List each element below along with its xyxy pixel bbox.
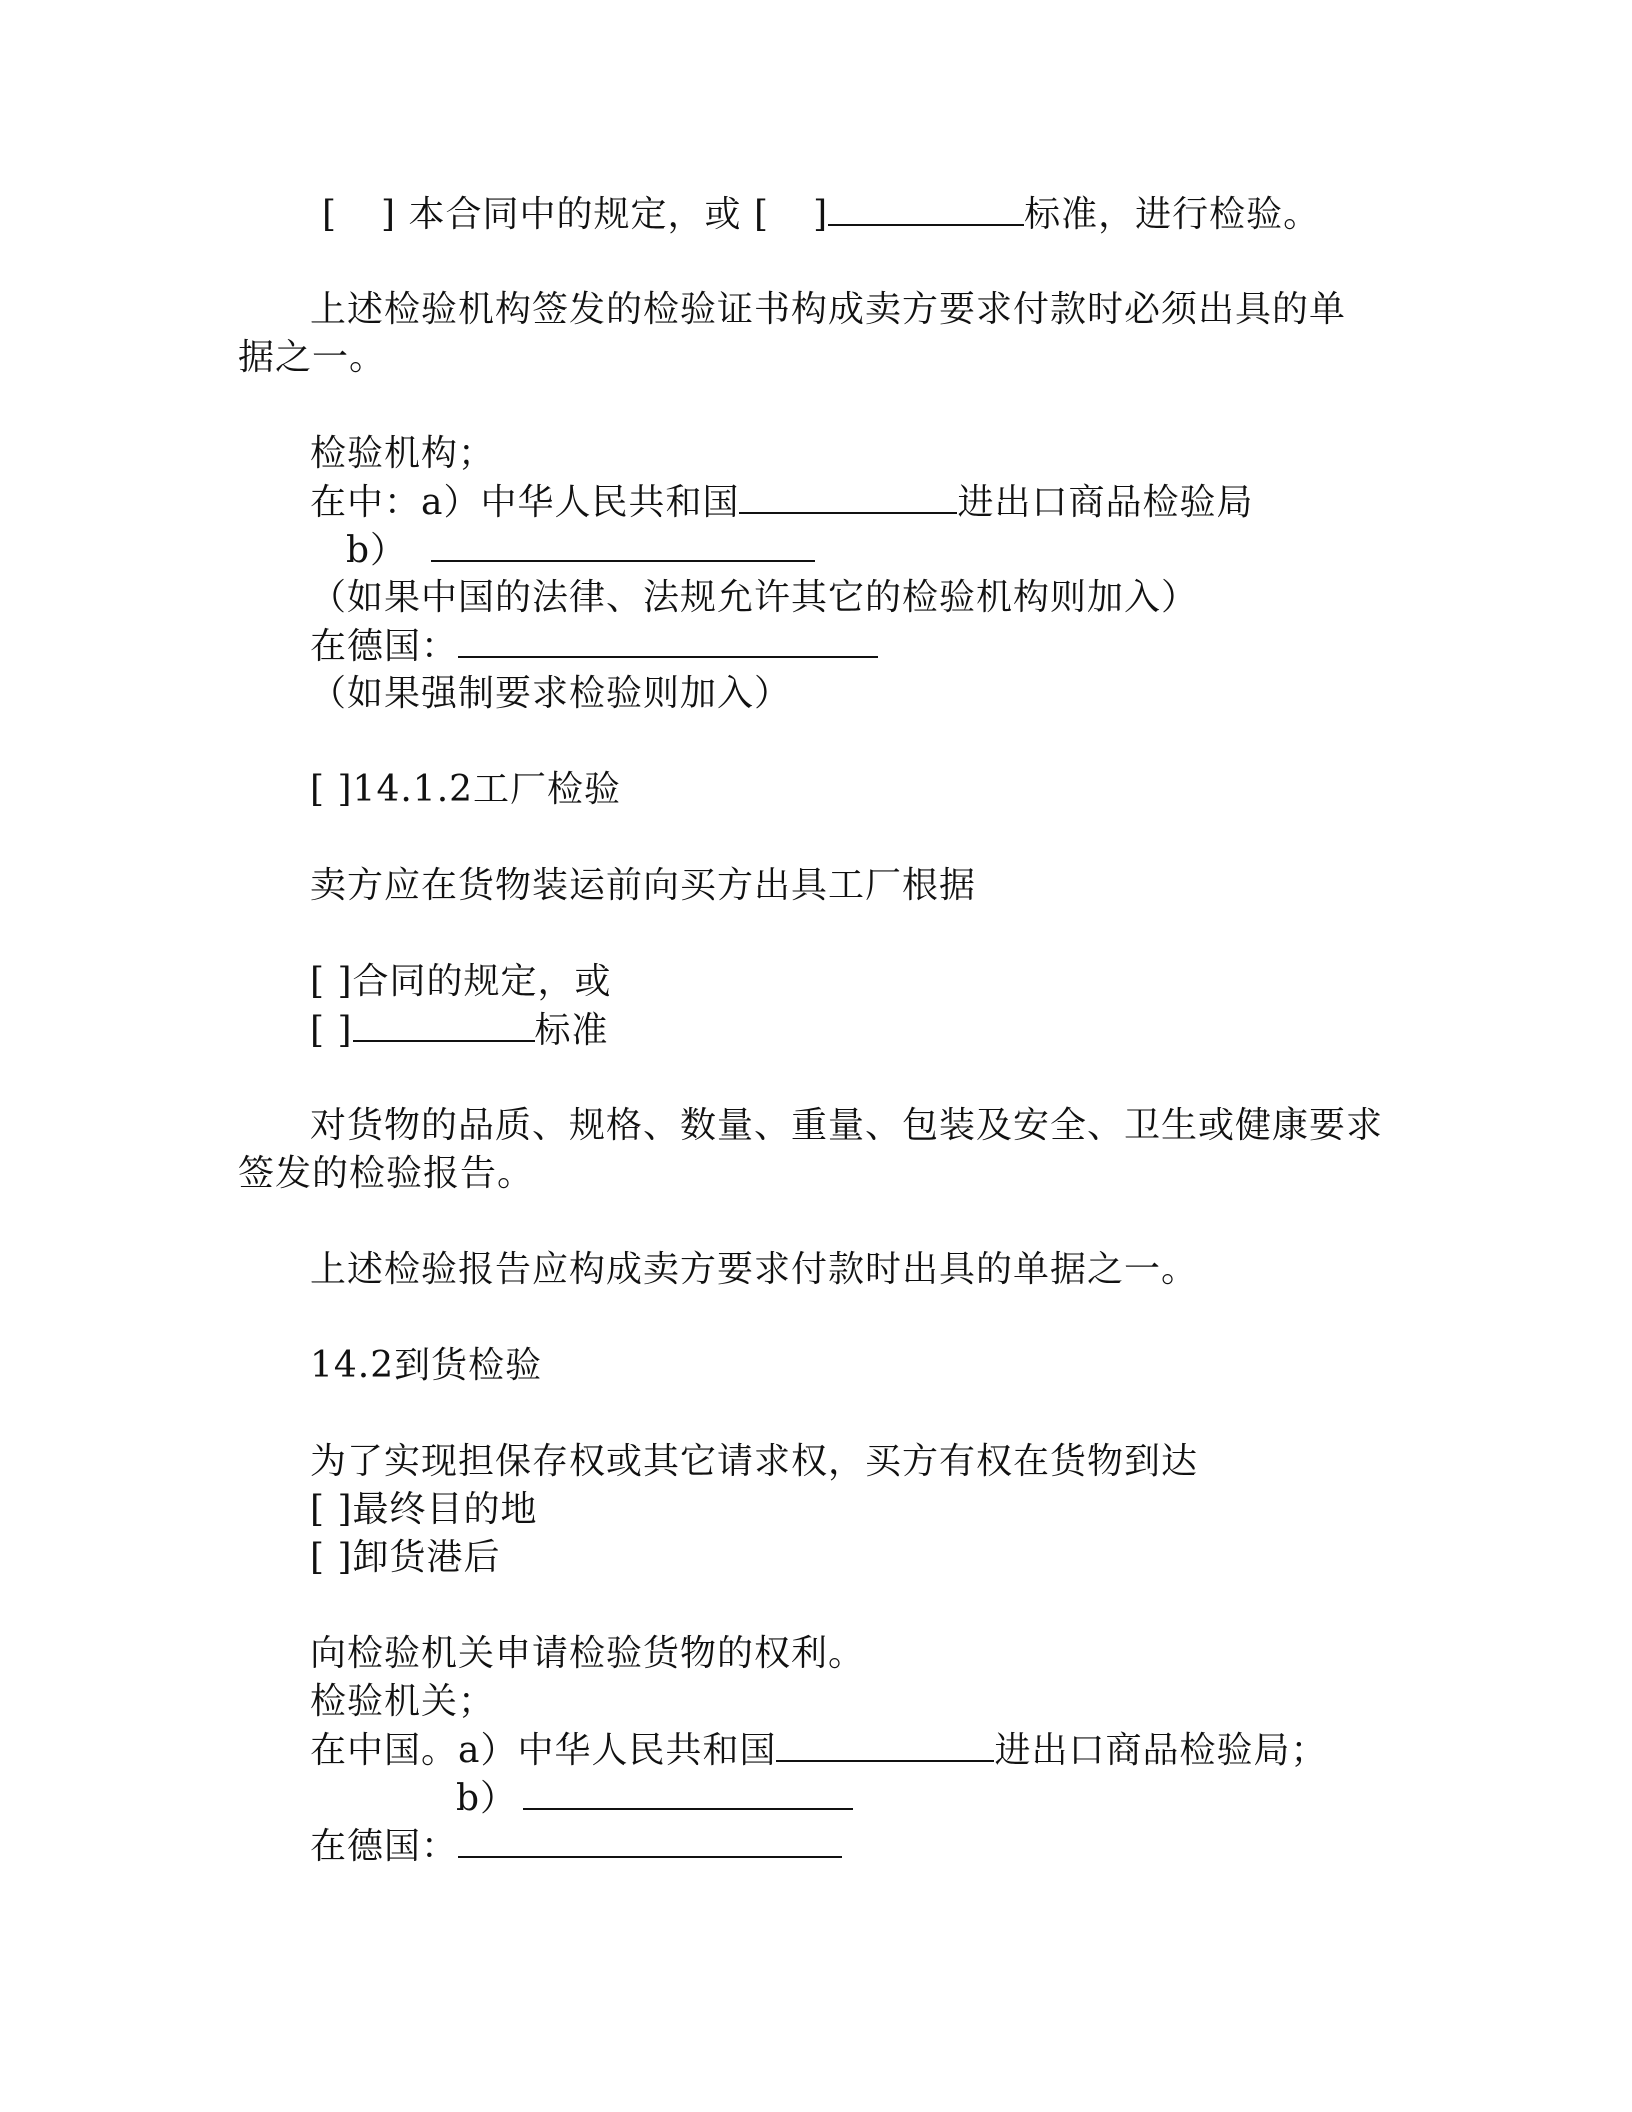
china-authority-b-line — [456, 1774, 853, 1823]
germany-agency-note: （如果强制要求检验则加入） — [310, 673, 792, 714]
china-agency-b-line — [346, 526, 815, 575]
paragraph-report-line2: 签发的检验报告。 — [238, 1153, 535, 1194]
china-authority-b-blank[interactable] — [523, 1774, 853, 1810]
option-standard-line — [310, 1006, 609, 1055]
inspection-authority-label: 检验机关； — [310, 1681, 496, 1722]
contract-provision-text: 本合同中的规定，或 — [408, 194, 742, 235]
option-standard-checkbox[interactable]: [ ] — [310, 1010, 353, 1051]
option-contract-line — [310, 958, 612, 1006]
paragraph-certificate-line2: 据之一。 — [238, 337, 387, 378]
option-standard-text: 标准 — [534, 1010, 609, 1051]
paragraph-report-line1: 对货物的品质、规格、数量、重量、包装及安全、卫生或健康要求 — [310, 1105, 1384, 1146]
germany-agency-line — [310, 622, 878, 671]
factory-inspection-line: 卖方应在货物装运前向买方出具工厂根据 — [310, 865, 977, 906]
option-destination-checkbox[interactable]: [ ] — [310, 1489, 353, 1530]
option-contract-text: 合同的规定，或 — [352, 961, 612, 1002]
paragraph-certificate-line1: 上述检验机构签发的检验证书构成卖方要求付款时必须出具的单 — [310, 289, 1347, 330]
section-14-1-2 — [310, 766, 621, 814]
standard-blank[interactable] — [828, 190, 1024, 226]
option-port-text: 卸货港后 — [352, 1537, 501, 1578]
inspection-agency-label: 检验机构； — [310, 433, 496, 474]
option-destination-line — [310, 1486, 538, 1534]
section-14-2-title: 14.2到货检验 — [310, 1345, 543, 1386]
china-agency-b-prefix: b） — [346, 530, 408, 571]
china-authority-b-prefix: b） — [456, 1778, 518, 1819]
germany-authority-prefix: 在德国： — [310, 1826, 459, 1867]
option-port-checkbox[interactable]: [ ] — [310, 1537, 353, 1578]
paragraph-report-document: 上述检验报告应构成卖方要求付款时出具的单据之一。 — [310, 1249, 1199, 1290]
germany-agency-blank[interactable] — [458, 622, 878, 658]
bracket-open: [ — [322, 194, 338, 235]
section-14-1-2-title: 14.1.2工厂检验 — [352, 769, 622, 810]
china-authority-a-blank[interactable] — [776, 1726, 994, 1762]
china-agency-a-suffix: 进出口商品检验局 — [957, 482, 1254, 523]
germany-agency-prefix: 在德国： — [310, 626, 459, 667]
arrival-inspection-line: 为了实现担保存权或其它请求权，买方有权在货物到达 — [310, 1441, 1199, 1482]
china-authority-a-line — [310, 1726, 1327, 1775]
china-agency-a-line — [310, 478, 1253, 527]
china-agency-b-blank[interactable] — [431, 526, 815, 562]
bracket-close: ] — [813, 194, 829, 235]
germany-authority-blank[interactable] — [458, 1822, 842, 1858]
china-authority-a-suffix: 进出口商品检验局； — [994, 1730, 1328, 1771]
option-contract-checkbox[interactable]: [ ] — [310, 961, 353, 1002]
apply-inspection-line: 向检验机关申请检验货物的权利。 — [310, 1633, 866, 1674]
option-destination-text: 最终目的地 — [352, 1489, 538, 1530]
inspection-standard-line — [322, 190, 1320, 239]
bracket-open: [ — [754, 194, 770, 235]
bracket-close: ] — [381, 194, 397, 235]
germany-authority-line — [310, 1822, 842, 1871]
standard-inspection-text: 标准，进行检验。 — [1024, 194, 1321, 235]
china-agency-note: （如果中国的法律、法规允许其它的检验机构则加入） — [310, 577, 1199, 618]
section-14-1-2-checkbox[interactable]: [ ] — [310, 769, 353, 810]
china-agency-a-blank[interactable] — [739, 478, 957, 514]
option-port-line — [310, 1534, 501, 1582]
option-standard-blank[interactable] — [353, 1006, 535, 1042]
china-authority-a-prefix: 在中国。a）中华人民共和国 — [310, 1730, 777, 1771]
china-agency-a-prefix: 在中：a）中华人民共和国 — [310, 482, 740, 523]
